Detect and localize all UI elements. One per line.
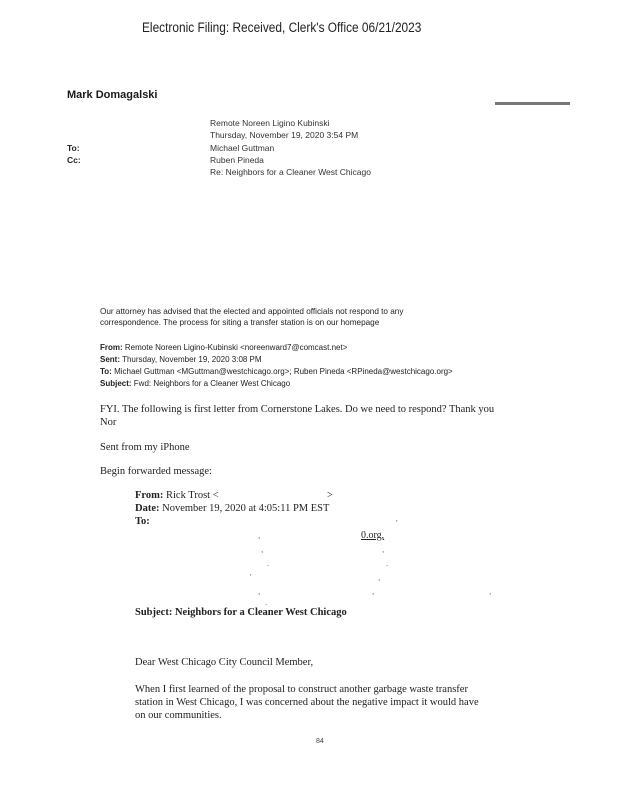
- reply-line-2: correspondence. The process for siting a transfer station is on our homepage: [100, 318, 380, 327]
- orig-to-org-fragment: 0.org,: [361, 530, 385, 541]
- begin-forwarded: Begin forwarded message:: [100, 466, 212, 477]
- email-date: Thursday, November 19, 2020 3:54 PM: [210, 130, 359, 140]
- redaction-mark: ,: [258, 587, 261, 596]
- fwd-sent-row: [100, 355, 262, 364]
- fwd-subject-label: Subject:: [100, 379, 132, 388]
- redaction-mark: ,: [378, 573, 381, 582]
- redaction-mark: ': [396, 519, 398, 528]
- orig-subject-row: [135, 607, 347, 618]
- fwd-sent-value: Thursday, November 19, 2020 3:08 PM: [122, 355, 262, 364]
- orig-from-end: >: [327, 490, 333, 501]
- letter-p1-line-3: on our communities.: [135, 710, 222, 721]
- fwd-sent-label: Sent:: [100, 355, 120, 364]
- email-from: Remote Noreen Ligino Kubinski: [210, 118, 330, 128]
- redaction-mark: .: [386, 559, 389, 568]
- fwd-from-label: From:: [100, 343, 123, 352]
- fwd-to-value: Michael Guttman <MGuttman@westchicago.org>; Ruben Pineda <RPineda@westchicago.org>: [114, 367, 453, 376]
- orig-from-label: From:: [135, 490, 164, 501]
- reply-line-1: Our attorney has advised that the elected and appointed officials not respond to any: [100, 307, 404, 316]
- email-cc: Ruben Pineda: [210, 155, 264, 165]
- fwd-to-label: To:: [100, 367, 112, 376]
- letter-p1-line-1: When I first learned of the proposal to construct another garbage waste transfer: [135, 684, 468, 695]
- orig-date-value: November 19, 2020 at 4:05:11 PM EST: [162, 503, 330, 514]
- fwd-from-value: Remote Noreen Ligino-Kubinski <noreenward7@comcast.net>: [124, 343, 348, 352]
- redaction-mark: ': [250, 573, 252, 582]
- redaction-mark: ,: [261, 545, 264, 554]
- letter-salutation: Dear West Chicago City Council Member,: [135, 657, 314, 668]
- redaction-mark: ,: [382, 545, 385, 554]
- redaction-mark: .: [267, 559, 270, 568]
- fwd-from-row: [100, 343, 347, 352]
- fyi-line-2: Nor: [100, 417, 117, 428]
- fyi-line-1: FYI. The following is first letter from Cornerstone Lakes. Do we need to respond? Thank you: [100, 404, 495, 415]
- fwd-subject-row: [100, 379, 290, 388]
- fwd-subject-value: Fwd: Neighbors for a Cleaner West Chicago: [133, 379, 291, 388]
- orig-date-label: Date:: [135, 503, 160, 514]
- letter-p1-line-2: station in West Chicago, I was concerned about the negative impact it would have: [135, 697, 479, 708]
- orig-to-row: [135, 516, 150, 527]
- redaction-mark: ,: [489, 587, 492, 596]
- orig-subject-label: Subject:: [135, 607, 173, 618]
- orig-subject-value: Neighbors for a Cleaner West Chicago: [174, 607, 347, 618]
- orig-to-label: To:: [135, 516, 150, 527]
- redaction-mark: ,: [372, 587, 375, 596]
- email-subject: Re: Neighbors for a Cleaner West Chicago: [210, 167, 371, 177]
- orig-from-value: Rick Trost <: [166, 490, 219, 501]
- email-cc-label: Cc:: [67, 155, 81, 165]
- orig-date-row: [135, 503, 329, 514]
- page-number: 84: [316, 738, 324, 745]
- redaction-mark: .: [265, 598, 268, 607]
- redaction-mark: ,: [258, 531, 261, 540]
- orig-from-row: [135, 490, 219, 501]
- sent-from-iphone: Sent from my iPhone: [100, 442, 190, 453]
- document-author: Mark Domagalski: [67, 89, 158, 101]
- filing-stamp: Electronic Filing: Received, Clerk's Office 06/21/2023: [142, 20, 422, 35]
- fwd-to-row: [100, 367, 453, 376]
- email-to: Michael Guttman: [210, 143, 275, 153]
- email-to-label: To:: [67, 143, 80, 153]
- header-rule: [495, 102, 570, 105]
